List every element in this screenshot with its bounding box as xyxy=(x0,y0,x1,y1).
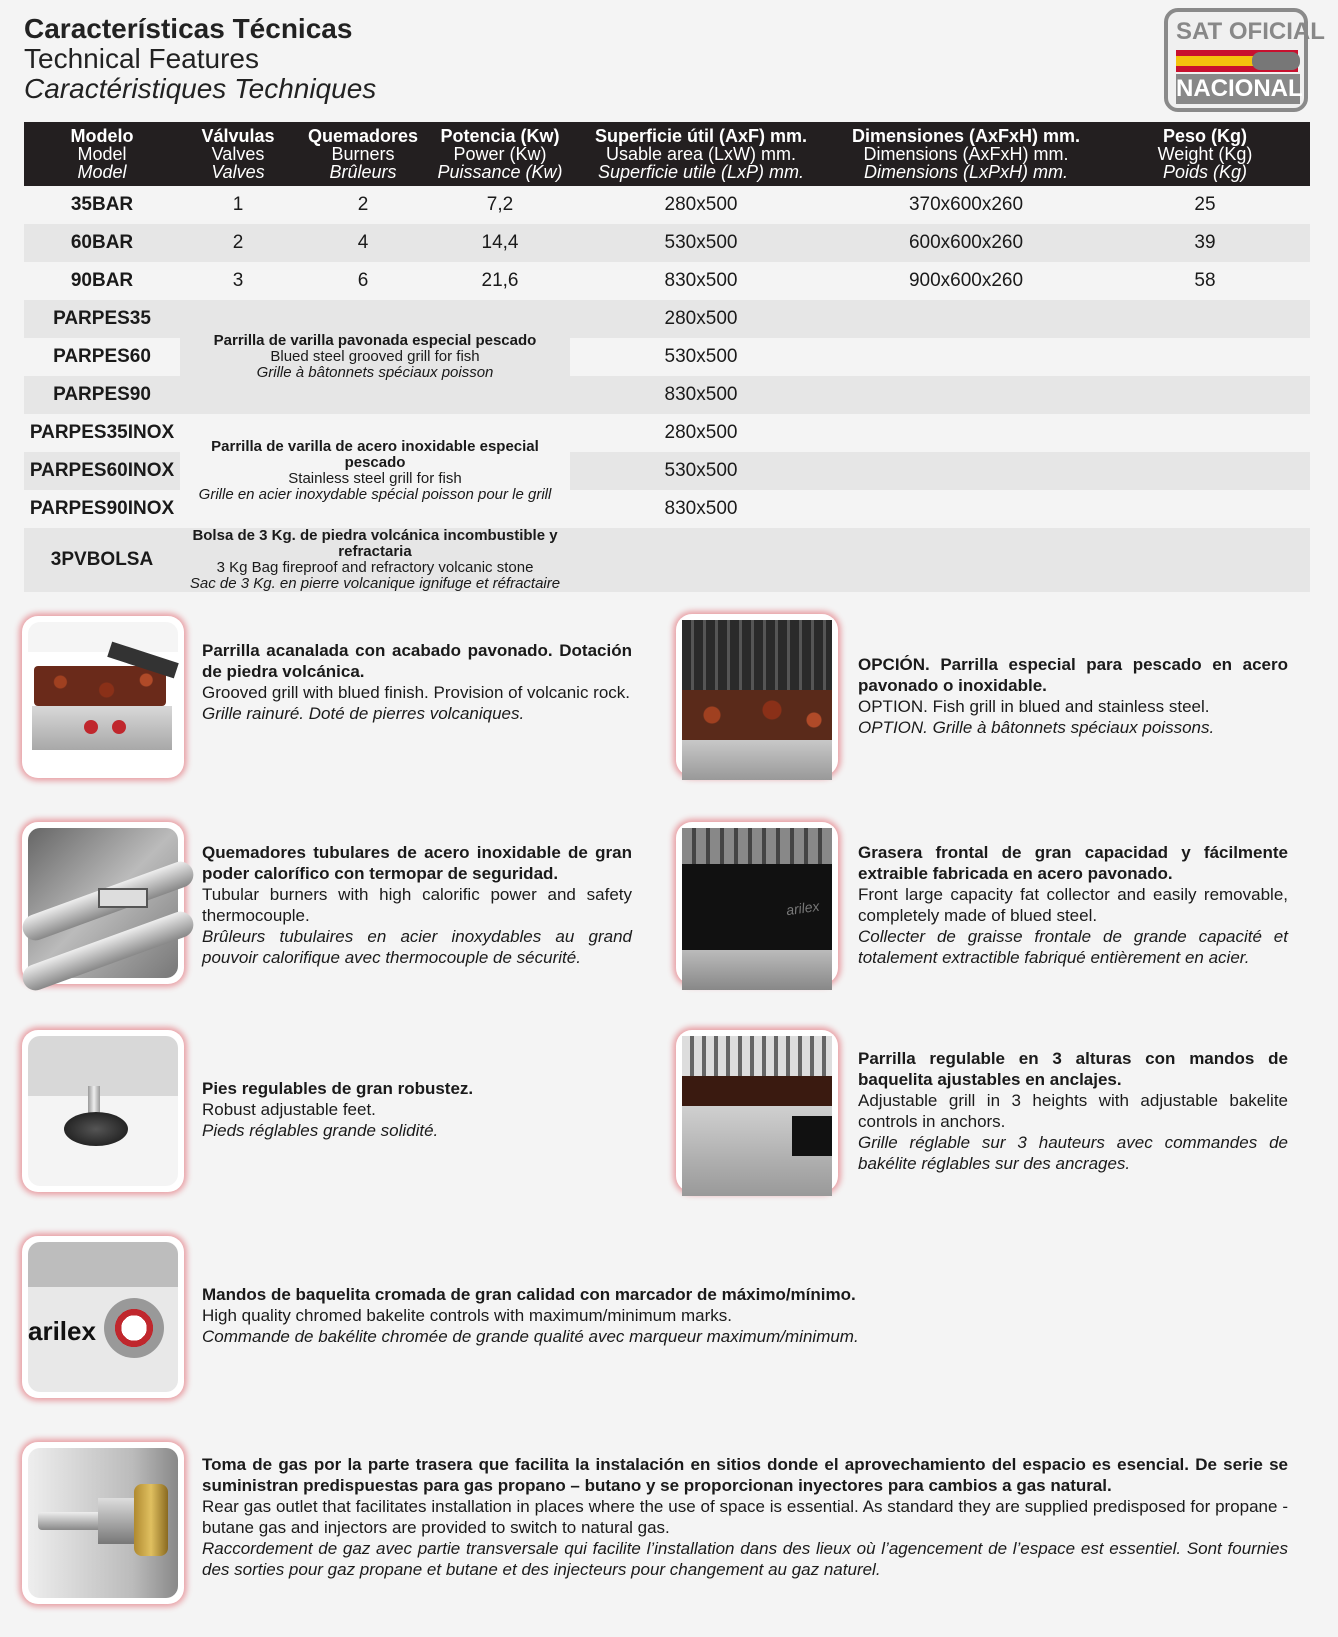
feature-text: Parrilla regulable en 3 alturas con mandos de baquelita ajustables en anclajes. Adjustable grill in 3 heights with adjustable bakelite controls in anchors. Grille réglable sur 3 hauteurs avec commandes de bakélite réglables sur des ancrages. xyxy=(858,1049,1288,1173)
cell-valves: 3 xyxy=(180,262,296,300)
title-fr: Caractéristiques Techniques xyxy=(24,73,377,104)
adjustable-feet-photo-thumbnail xyxy=(22,1030,184,1192)
cell-model: PARPES90INOX xyxy=(24,490,180,528)
cell-accessory-desc: Parrilla de varilla de acero inoxidable especial pescado Stainless steel grill for fish Grille en acier inoxydable spécial poisson pour le grill xyxy=(180,414,570,528)
title-es: Características Técnicas xyxy=(24,13,353,44)
cell-area: 530x500 xyxy=(570,224,832,262)
brand-logo-text: arilex xyxy=(28,1316,96,1346)
col-dims: Dimensiones (AxFxH) mm. Dimensions (AxFxH) mm. Dimensions (LxPxH) mm. xyxy=(832,122,1100,186)
title-en: Technical Features xyxy=(24,43,260,74)
wrench-icon xyxy=(1252,52,1300,70)
table-row xyxy=(24,414,1310,452)
cell-model: PARPES35INOX xyxy=(24,414,180,452)
feature-text: Pies regulables de gran robustez. Robust adjustable feet. Pieds réglables grande solidité. xyxy=(202,1079,474,1140)
badge-bottom-text: NACIONAL xyxy=(1176,75,1303,102)
col-area: Superficie útil (AxF) mm. Usable area (LxW) mm. Superficie utile (LxP) mm. xyxy=(570,122,832,186)
table-row xyxy=(24,262,1310,300)
cell-burners: 6 xyxy=(296,262,430,300)
spec-table xyxy=(24,122,1310,592)
cell-area: 830x500 xyxy=(570,490,832,528)
col-weight: Peso (Kg) Weight (Kg) Poids (Kg) xyxy=(1100,122,1310,186)
cell-area: 280x500 xyxy=(570,300,832,338)
cell-weight: 39 xyxy=(1100,224,1310,262)
feature-text: Parrilla acanalada con acabado pavonado. Dotación de piedra volcánica. Grooved grill with blued finish. Provision of volcanic rock. Grille rainuré. Doté de pierres volcaniques. xyxy=(202,641,632,723)
cell-model: PARPES35 xyxy=(24,300,180,338)
col-model: Modelo Model Model xyxy=(24,122,180,186)
brand-logo-text: arilex xyxy=(785,897,821,919)
cell-area: 830x500 xyxy=(570,262,832,300)
cell-area: 280x500 xyxy=(570,414,832,452)
cell-model: PARPES60INOX xyxy=(24,452,180,490)
cell-power: 21,6 xyxy=(430,262,570,300)
cell-power: 14,4 xyxy=(430,224,570,262)
table-row xyxy=(24,186,1310,224)
cell-burners: 2 xyxy=(296,186,430,224)
burners-photo-thumbnail xyxy=(22,822,184,984)
cell-accessory-desc: Bolsa de 3 Kg. de piedra volcánica incombustible y refractaria 3 Kg Bag fireproof and refractory volcanic stone Sac de 3 Kg. en pierre volcanique ignifuge et réfractaire xyxy=(180,528,570,592)
cell-accessory-desc: Parrilla de varilla pavonada especial pescado Blued steel grooved grill for fish Grille à bâtonnets spéciaux poisson xyxy=(180,300,570,414)
fish-grill-photo-thumbnail xyxy=(676,614,838,776)
cell-model: 35BAR xyxy=(24,186,180,224)
cell-weight: 58 xyxy=(1100,262,1310,300)
cell-model: PARPES90 xyxy=(24,376,180,414)
feature-text: OPCIÓN. Parrilla especial para pescado en acero pavonado o inoxidable. OPTION. Fish grill in blued and stainless steel. OPTION. Grille à bâtonnets spéciaux poissons. xyxy=(858,655,1288,737)
feature-text: Quemadores tubulares de acero inoxidable de gran poder calorífico con termopar de seguridad. Tubular burners with high calorific power and safety thermocouple. Brûleurs tubulaires en acier inoxydables au grand pouvoir calorifique avec thermocouple de sécurité. xyxy=(202,843,632,967)
table-header-row xyxy=(24,122,1310,186)
cell-valves: 2 xyxy=(180,224,296,262)
gas-connector-photo-thumbnail xyxy=(22,1442,184,1604)
col-burners: Quemadores Burners Brûleurs xyxy=(296,122,430,186)
cell-power: 7,2 xyxy=(430,186,570,224)
fat-collector-photo-thumbnail xyxy=(676,822,838,984)
col-power: Potencia (Kw) Power (Kw) Puissance (Kw) xyxy=(430,122,570,186)
cell-model: 90BAR xyxy=(24,262,180,300)
cell-burners: 4 xyxy=(296,224,430,262)
feature-text: Grasera frontal de gran capacidad y fácilmente extraible fabricada en acero pavonado. Front large capacity fat collector and easily removable, completely made of blued steel. Collecter de graisse frontale de grande capacité et totalement extractible fabriqué entièrement en acier. xyxy=(858,843,1288,967)
adjustable-grill-photo-thumbnail xyxy=(676,1030,838,1192)
cell-model: 60BAR xyxy=(24,224,180,262)
cell-area: 530x500 xyxy=(570,452,832,490)
badge-top-text: SAT OFICIAL xyxy=(1176,18,1325,45)
page-header xyxy=(24,14,376,104)
cell-dims: 900x600x260 xyxy=(832,262,1100,300)
sat-oficial-badge xyxy=(1164,8,1325,112)
cell-valves: 1 xyxy=(180,186,296,224)
cell-area: 530x500 xyxy=(570,338,832,376)
cell-dims: 370x600x260 xyxy=(832,186,1100,224)
cell-weight: 25 xyxy=(1100,186,1310,224)
feature-text: Mandos de baquelita cromada de gran calidad con marcador de máximo/mínimo. High quality chromed bakelite controls with maximum/minimum marks. Commande de bakélite chromée de grande qualité avec marqueur maximum/minimum. xyxy=(202,1285,859,1346)
cell-dims: 600x600x260 xyxy=(832,224,1100,262)
cell-model: PARPES60 xyxy=(24,338,180,376)
cell-model: 3PVBOLSA xyxy=(24,528,180,592)
cell-area: 280x500 xyxy=(570,186,832,224)
cell-area: 830x500 xyxy=(570,376,832,414)
grill-photo-thumbnail xyxy=(22,616,184,778)
feature-text: Toma de gas por la parte trasera que facilita la instalación en sitios donde el aprovechamiento del espacio es esencial. De serie se suministran predispuestas para gas propano – butano y se proporcionan inyectores para cambios a gas natural. Rear gas outlet that facilitates installation in places where the use of space is essential. As standard they are supplied predisposed for propane - butane gas and injectors are provided to switch to natural gas. Raccordement de gaz avec partie transversale qui facilite l’installation dans des lieux où l’agencement de l’espace est essentiel. Sont fournies des sorties pour gaz propane et butane et des injecteurs pour changement au gaz naturel. xyxy=(202,1455,1288,1579)
col-valves: Válvulas Valves Valves xyxy=(180,122,296,186)
table-row xyxy=(24,300,1310,338)
table-row xyxy=(24,224,1310,262)
table-row xyxy=(24,528,1310,592)
controls-photo-thumbnail xyxy=(22,1236,184,1398)
